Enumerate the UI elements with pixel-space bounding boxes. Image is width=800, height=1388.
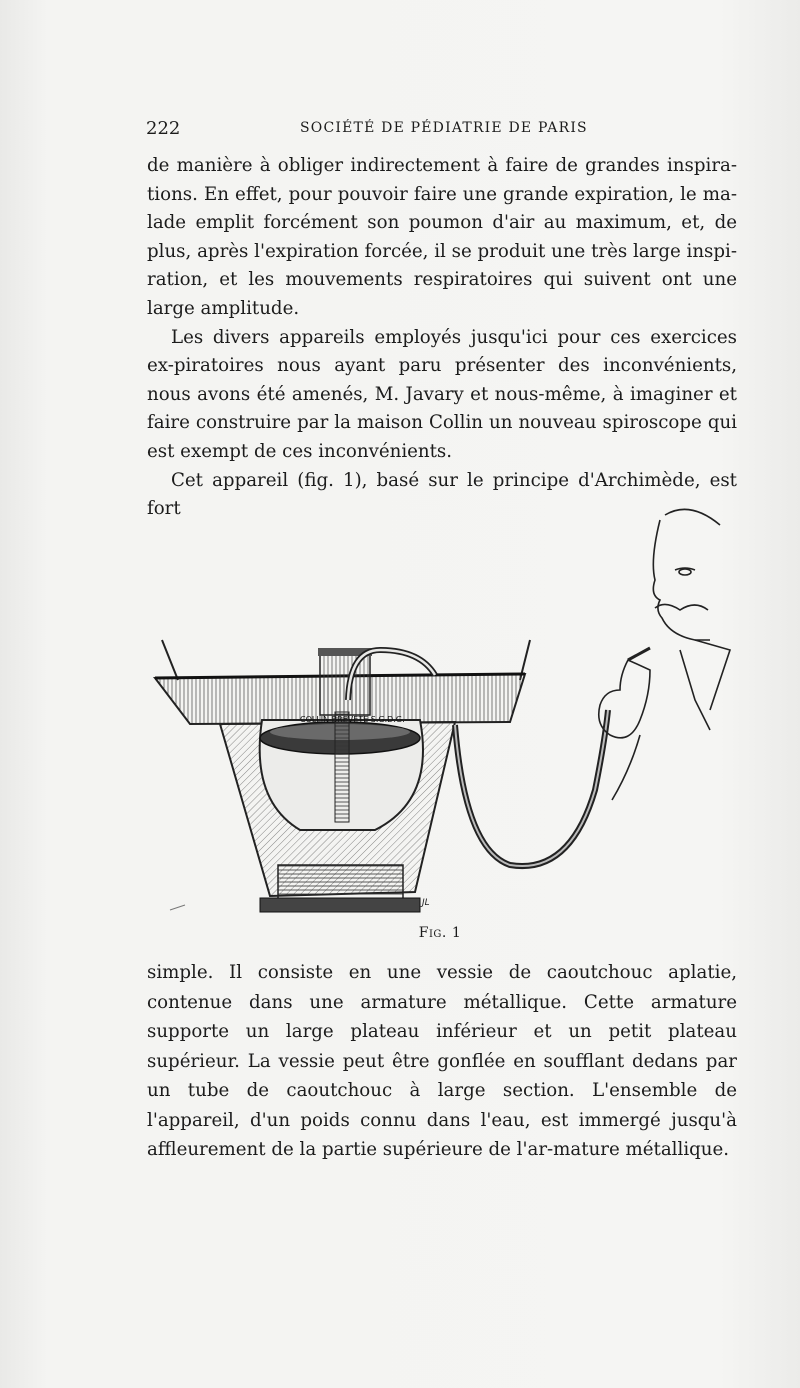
man-figure: [599, 509, 730, 800]
page-number: 222: [146, 118, 181, 139]
running-head: [146, 118, 736, 140]
paragraph-2: Les divers appareils employés jusqu'ici pour ces exercices ex-piratoires nous ayant paru présenter des inconvénients, nous avons été amenés, M. Javary et nous-même, à imaginer et faire construire par la maison Collin un nouveau spiroscope qui est exempt de ces inconvénients.: [147, 326, 737, 462]
stray-mark: [170, 905, 185, 910]
paragraph-3: Cet appareil (fig. 1), basé sur le principe d'Archimède, est fort: [147, 469, 737, 520]
engraved-label: COLLIN BREVETÉ S.G.D.G.: [300, 715, 405, 724]
spiroscope-figure: [150, 500, 740, 920]
figure-caption: [0, 925, 800, 941]
spiroscope-illustration: [150, 500, 740, 920]
figure-caption-text: Fig. 1: [418, 925, 462, 941]
bottom-text-block: [147, 958, 737, 1165]
paragraph-1: de manière à obliger indirectement à faire de grandes inspira-tions. En effet, pour pouvoir faire une grande expiration, le ma-lade emplit forcément son poumon d'air au maximum, et, de plus, après l'expiration forcée, il se produit une très large inspi-ration, et les mouvements respiratoires qui suivent ont une large amplitude.: [147, 155, 737, 319]
top-text-block: [147, 152, 737, 524]
engraver-signature: JL: [422, 898, 430, 908]
paragraph-4: simple. Il consiste en une vessie de caoutchouc aplatie, contenue dans une armature métallique. Cette armature supporte un large plateau inférieur et un petit plateau supérieur. La vessie peut être gonflée en soufflant dedans par un tube de caoutchouc à large section. L'ensemble de l'appareil, d'un poids connu dans l'eau, est immergé jusqu'à affleurement de la partie supérieure de l'ar-mature métallique.: [147, 962, 737, 1160]
running-title: SOCIÉTÉ DE PÉDIATRIE DE PARIS: [300, 120, 588, 136]
